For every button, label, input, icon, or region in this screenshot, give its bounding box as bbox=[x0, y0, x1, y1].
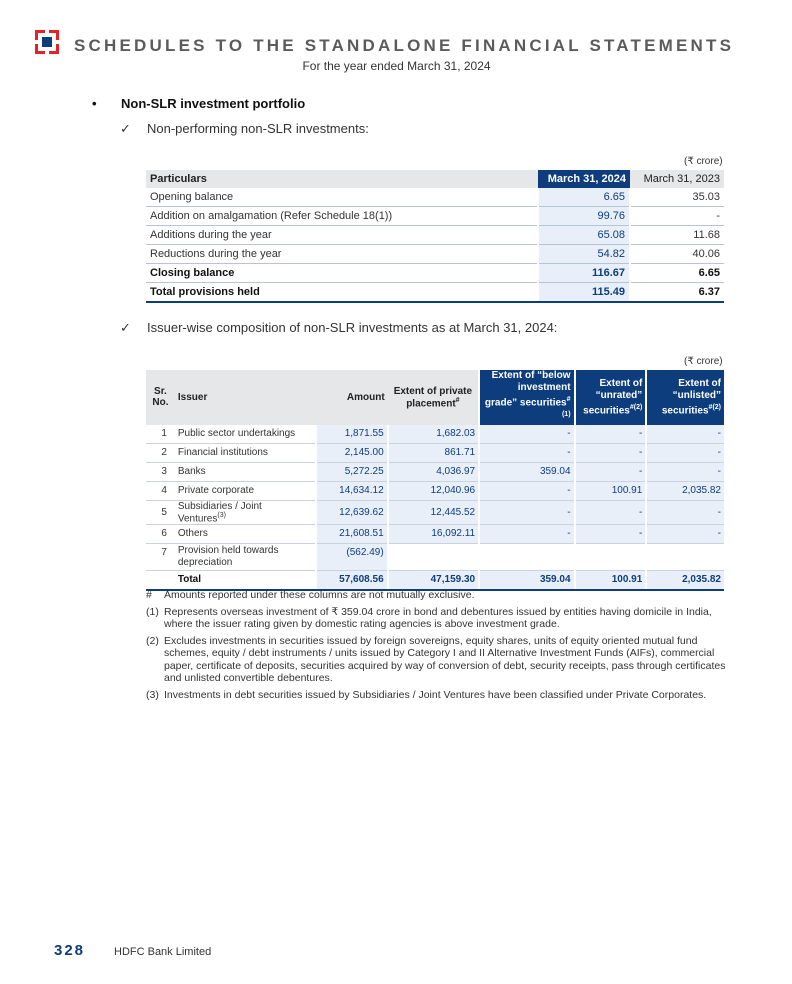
sr-no: 2 bbox=[146, 443, 175, 462]
previous-value: 6.65 bbox=[630, 264, 724, 283]
issuer-footnote: (3) bbox=[217, 511, 226, 519]
unrated-value: 100.91 bbox=[575, 481, 647, 500]
header-text: Extent of private placement bbox=[393, 385, 473, 409]
private-value: 4,036.97 bbox=[388, 462, 479, 481]
footnote-mark: (3) bbox=[146, 688, 159, 701]
table-row bbox=[146, 500, 724, 524]
below-grade-value: 359.04 bbox=[479, 462, 574, 481]
private-value: 12,040.96 bbox=[388, 481, 479, 500]
subsection-2-text: Issuer-wise composition of non-SLR investments as at March 31, 2024: bbox=[147, 320, 558, 335]
header-text: Extent of “below investment grade” securities bbox=[484, 370, 571, 409]
private-value: 861.71 bbox=[388, 443, 479, 462]
table-row bbox=[146, 425, 724, 444]
section-heading bbox=[92, 96, 305, 111]
row-label: Closing balance bbox=[146, 264, 538, 283]
footnote-mark: # bbox=[146, 589, 152, 601]
row-label: Opening balance bbox=[146, 188, 538, 207]
issuer-name: Private corporate bbox=[175, 481, 316, 500]
header-text: Extent of “unrated” securities bbox=[583, 377, 643, 416]
col-header-unrated bbox=[575, 370, 647, 425]
footnotes bbox=[146, 589, 726, 705]
table2-unit: (₹ crore) bbox=[684, 356, 723, 367]
amount-value: 5,272.25 bbox=[316, 462, 388, 481]
non-performing-investments-table bbox=[146, 170, 724, 303]
col-header-amount: Amount bbox=[316, 370, 388, 425]
private-value: 12,445.52 bbox=[388, 500, 479, 524]
current-value: 116.67 bbox=[538, 264, 630, 283]
amount-value: (562.49) bbox=[316, 543, 388, 570]
footnote bbox=[146, 689, 726, 702]
col-header-issuer: Issuer bbox=[175, 370, 316, 425]
below-grade-value bbox=[479, 543, 574, 570]
header-footnote: #(1) bbox=[561, 396, 571, 419]
subsection-1 bbox=[120, 121, 369, 137]
unlisted-value: 2,035.82 bbox=[646, 481, 724, 500]
row-label: Additions during the year bbox=[146, 226, 538, 245]
footnote-mark: (1) bbox=[146, 605, 159, 618]
header-text: Extent of “unlisted” securities bbox=[661, 377, 721, 416]
table-row bbox=[146, 188, 724, 207]
private-value: 1,682.03 bbox=[388, 425, 479, 444]
company-name: HDFC Bank Limited bbox=[114, 946, 212, 958]
table-row bbox=[146, 524, 724, 543]
footnote-text: Amounts reported under these columns are not mutually exclusive. bbox=[164, 589, 475, 601]
footnote bbox=[146, 606, 726, 631]
footnote-text: Excludes investments in securities issued by foreign sovereigns, equity shares, units of equity oriented mutual fund schemes, equity / debt instruments / units issued by Category I and II Alternative Investment Funds (AIFs), commercial paper, certificate of deposits, securities acquired by way of conversion of debt, security receipts, pass through certificates and unlisted convertible debentures. bbox=[164, 634, 726, 684]
col-header-below-investment-grade bbox=[479, 370, 574, 425]
footnote-mark: (2) bbox=[146, 634, 159, 647]
previous-value: 40.06 bbox=[630, 245, 724, 264]
current-value: 54.82 bbox=[538, 245, 630, 264]
unrated-value: - bbox=[575, 462, 647, 481]
sr-no: 3 bbox=[146, 462, 175, 481]
table-header-row bbox=[146, 170, 724, 188]
unrated-value: - bbox=[575, 500, 647, 524]
below-grade-value: - bbox=[479, 425, 574, 444]
issuer-name: Banks bbox=[175, 462, 316, 481]
below-grade-value: - bbox=[479, 481, 574, 500]
issuer-text: Subsidiaries / Joint Ventures bbox=[177, 500, 262, 524]
below-grade-value: - bbox=[479, 500, 574, 524]
section-heading-text: Non-SLR investment portfolio bbox=[121, 96, 306, 111]
hdfc-logo bbox=[35, 30, 59, 54]
previous-value: 6.37 bbox=[630, 283, 724, 303]
table-row bbox=[146, 443, 724, 462]
previous-value: 35.03 bbox=[630, 188, 724, 207]
unrated-value: - bbox=[575, 425, 647, 444]
amount-value: 14,634.12 bbox=[316, 481, 388, 500]
unlisted-value: - bbox=[646, 462, 724, 481]
subsection-1-text: Non-performing non-SLR investments: bbox=[147, 121, 369, 136]
sr-no: 5 bbox=[146, 500, 175, 524]
table-row-total-provisions bbox=[146, 283, 724, 303]
private-value bbox=[388, 543, 479, 570]
footnote bbox=[146, 635, 726, 685]
table-row-total bbox=[146, 570, 724, 590]
private-value: 16,092.11 bbox=[388, 524, 479, 543]
header-footnote: #(2) bbox=[708, 403, 721, 411]
table1-unit: (₹ crore) bbox=[684, 156, 723, 167]
current-value: 6.65 bbox=[538, 188, 630, 207]
current-value: 65.08 bbox=[538, 226, 630, 245]
page-subtitle: For the year ended March 31, 2024 bbox=[302, 59, 491, 73]
unrated-total: 100.91 bbox=[575, 570, 647, 590]
previous-value: - bbox=[630, 207, 724, 226]
col-header-current-year: March 31, 2024 bbox=[538, 170, 630, 188]
table-row bbox=[146, 481, 724, 500]
issuer-name: Public sector undertakings bbox=[175, 425, 316, 444]
unlisted-value: - bbox=[646, 425, 724, 444]
below-grade-value: - bbox=[479, 443, 574, 462]
unlisted-value: - bbox=[646, 524, 724, 543]
below-grade-total: 359.04 bbox=[479, 570, 574, 590]
unlisted-value: - bbox=[646, 500, 724, 524]
previous-value: 11.68 bbox=[630, 226, 724, 245]
table-header-row bbox=[146, 370, 724, 425]
amount-value: 21,608.51 bbox=[316, 524, 388, 543]
issuer-composition-table bbox=[146, 370, 724, 591]
issuer-name: Financial institutions bbox=[175, 443, 316, 462]
table-row bbox=[146, 462, 724, 481]
unlisted-value: - bbox=[646, 443, 724, 462]
sr-no: 6 bbox=[146, 524, 175, 543]
subsection-2 bbox=[120, 320, 557, 336]
current-value: 115.49 bbox=[538, 283, 630, 303]
footnote-text: Represents overseas investment of ₹ 359.04 crore in bond and debentures issued by entities having domicile in India, where the issuer rating given by domestic rating agencies is above investment grade. bbox=[164, 605, 712, 630]
unrated-value bbox=[575, 543, 647, 570]
unrated-value: - bbox=[575, 443, 647, 462]
col-header-particulars: Particulars bbox=[146, 170, 538, 188]
amount-value: 1,871.55 bbox=[316, 425, 388, 444]
unrated-value: - bbox=[575, 524, 647, 543]
current-value: 99.76 bbox=[538, 207, 630, 226]
row-label: Total provisions held bbox=[146, 283, 538, 303]
unlisted-value bbox=[646, 543, 724, 570]
bullet-icon: • bbox=[92, 96, 97, 111]
table-row-provision bbox=[146, 543, 724, 570]
amount-value: 2,145.00 bbox=[316, 443, 388, 462]
header-footnote: # bbox=[455, 396, 460, 404]
col-header-private-placement bbox=[388, 370, 479, 425]
page-title: SCHEDULES TO THE STANDALONE FINANCIAL STATEMENTS bbox=[74, 36, 735, 55]
table-row bbox=[146, 207, 724, 226]
issuer-name: Others bbox=[175, 524, 316, 543]
amount-value: 12,639.62 bbox=[316, 500, 388, 524]
unlisted-total: 2,035.82 bbox=[646, 570, 724, 590]
row-label: Addition on amalgamation (Refer Schedule 18(1)) bbox=[146, 207, 538, 226]
col-header-previous-year: March 31, 2023 bbox=[630, 170, 724, 188]
check-icon: ✓ bbox=[120, 121, 131, 136]
row-label: Reductions during the year bbox=[146, 245, 538, 264]
sr-no: 7 bbox=[146, 543, 175, 570]
col-header-unlisted bbox=[646, 370, 724, 425]
below-grade-value: - bbox=[479, 524, 574, 543]
table-row bbox=[146, 226, 724, 245]
col-header-sr-no: Sr. No. bbox=[146, 370, 175, 425]
footnote-text: Investments in debt securities issued by Subsidiaries / Joint Ventures have been classified under Private Corporates. bbox=[164, 688, 707, 701]
total-label: Total bbox=[175, 570, 316, 590]
sr-no-empty bbox=[146, 570, 175, 590]
footnote bbox=[146, 589, 726, 602]
amount-total: 57,608.56 bbox=[316, 570, 388, 590]
issuer-name bbox=[175, 500, 316, 524]
issuer-name: Provision held towards depreciation bbox=[175, 543, 316, 570]
check-icon: ✓ bbox=[120, 320, 131, 335]
sr-no: 1 bbox=[146, 425, 175, 444]
private-total: 47,159.30 bbox=[388, 570, 479, 590]
page-number: 328 bbox=[54, 942, 86, 959]
table-row-closing-balance bbox=[146, 264, 724, 283]
header-footnote: #(2) bbox=[629, 403, 643, 411]
sr-no: 4 bbox=[146, 481, 175, 500]
table-row bbox=[146, 245, 724, 264]
